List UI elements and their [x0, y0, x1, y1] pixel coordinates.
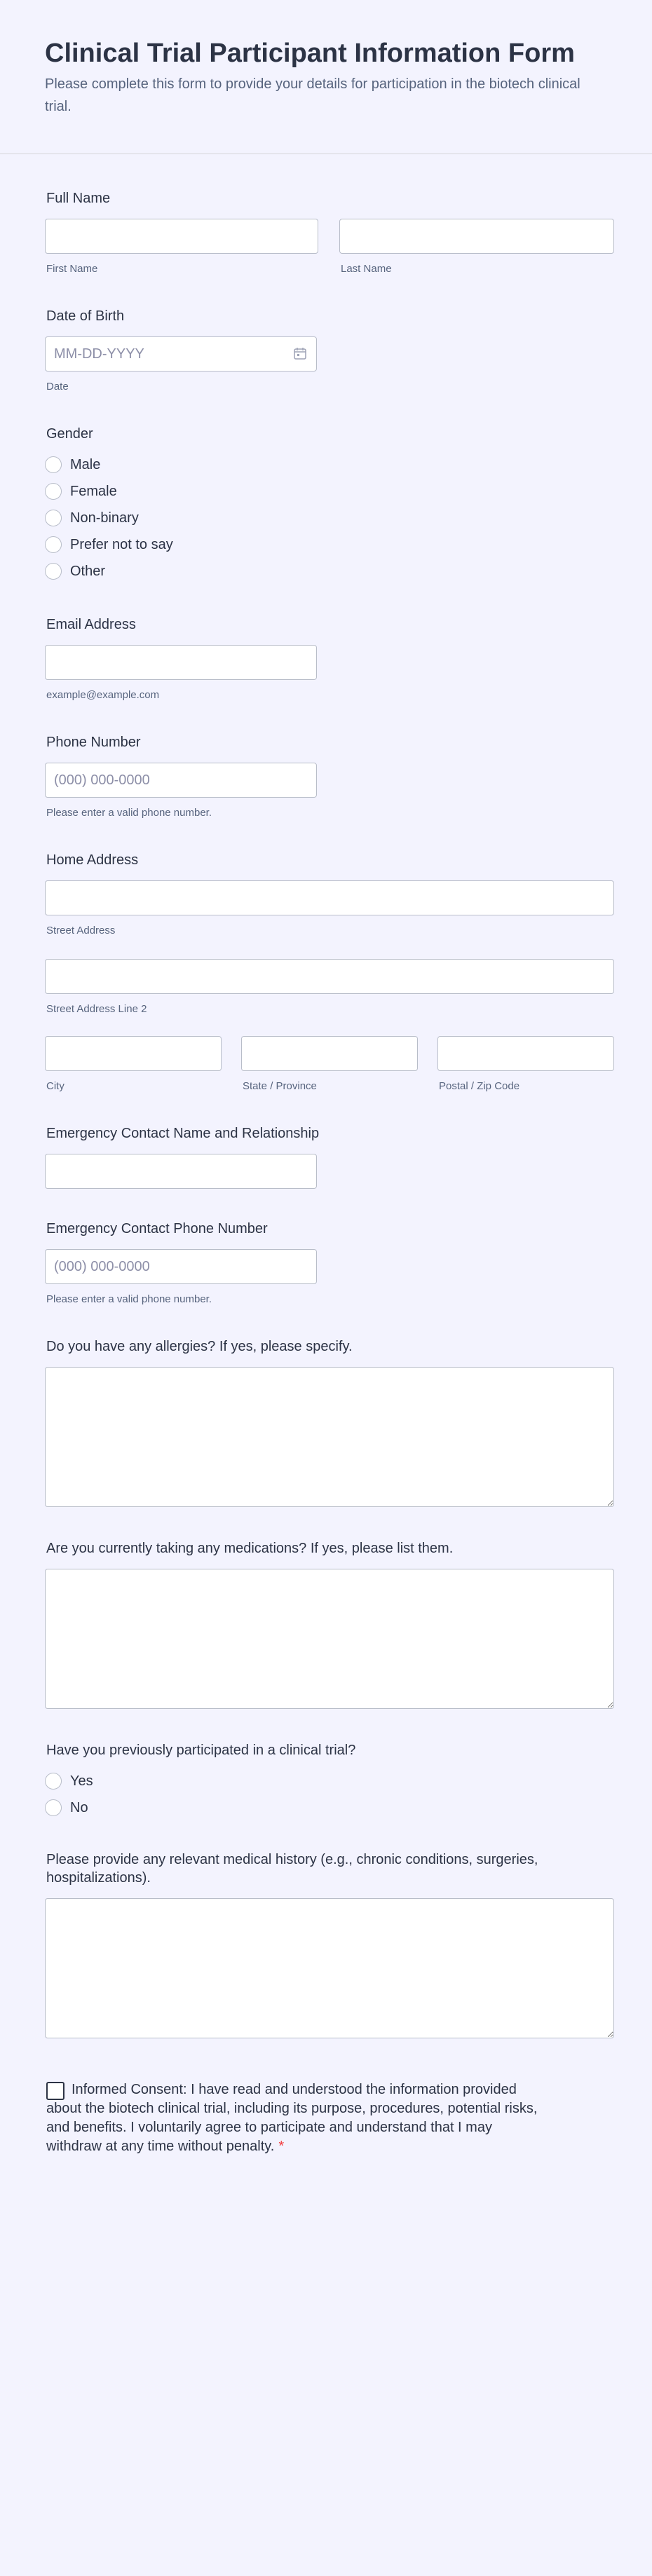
dob-label: Date of Birth [46, 308, 125, 324]
radio-label: Non-binary [70, 510, 139, 526]
zip-input[interactable] [437, 1036, 614, 1071]
consent-label: Informed Consent: I have read and understood the information provided about the biotech clinical trial, including its purpose, procedures, potential risks, and benefits. I voluntarily agree to participate and understand that I may withdraw at any time without penalty. [46, 2082, 538, 2154]
street-address-sublabel: Street Address [46, 925, 116, 936]
gender-option-other[interactable] [45, 561, 105, 582]
radio-label: Prefer not to say [70, 536, 173, 552]
gender-option-male[interactable] [45, 454, 100, 475]
first-name-input[interactable] [45, 219, 318, 254]
form-description: Please complete this form to provide your details for participation in the biotech clinical trial. [45, 76, 580, 114]
gender-option-prefer-not[interactable] [45, 534, 173, 555]
radio-label: Female [70, 483, 117, 499]
medications-label: Are you currently taking any medications? If yes, please list them. [46, 1541, 454, 1556]
radio-label: Other [70, 563, 106, 579]
zip-sublabel: Postal / Zip Code [439, 1080, 520, 1092]
prior-trial-option-no[interactable] [45, 1797, 88, 1818]
allergies-textarea[interactable] [45, 1367, 614, 1507]
form-header [0, 0, 652, 154]
emergency-phone-sublabel: Please enter a valid phone number. [46, 1293, 212, 1305]
last-name-input[interactable] [339, 219, 614, 254]
consent-text [46, 2080, 551, 2156]
allergies-label: Do you have any allergies? If yes, please specify. [46, 1339, 353, 1354]
gender-option-non-binary[interactable] [45, 507, 139, 529]
gender-label: Gender [46, 426, 93, 442]
phone-sublabel: Please enter a valid phone number. [46, 807, 212, 819]
radio-circle[interactable] [45, 483, 62, 500]
required-mark: * [278, 2139, 285, 2154]
medical-history-textarea[interactable] [45, 1898, 614, 2038]
radio-circle[interactable] [45, 1773, 62, 1790]
emergency-name-label: Emergency Contact Name and Relationship [46, 1126, 320, 1141]
phone-label: Phone Number [46, 735, 141, 750]
form-title: Clinical Trial Participant Information Form [45, 39, 575, 68]
email-sublabel: example@example.com [46, 689, 160, 701]
phone-input[interactable] [45, 763, 317, 798]
email-label: Email Address [46, 617, 136, 632]
radio-circle[interactable] [45, 563, 62, 580]
radio-circle[interactable] [45, 510, 62, 526]
email-input[interactable] [45, 645, 317, 680]
dob-input[interactable] [45, 336, 317, 372]
radio-circle[interactable] [45, 1799, 62, 1816]
address-label: Home Address [46, 852, 139, 868]
radio-circle[interactable] [45, 536, 62, 553]
state-input[interactable] [241, 1036, 418, 1071]
medical-history-label: Please provide any relevant medical history (e.g., chronic conditions, surgeries, hospitalizations). [46, 1852, 538, 1886]
emergency-name-input[interactable] [45, 1154, 317, 1189]
dob-sublabel: Date [46, 381, 69, 393]
emergency-phone-input[interactable] [45, 1249, 317, 1284]
full-name-label: Full Name [46, 191, 111, 206]
radio-circle[interactable] [45, 456, 62, 473]
city-sublabel: City [46, 1080, 64, 1092]
radio-label: Yes [70, 1773, 93, 1789]
calendar-icon[interactable] [293, 346, 307, 360]
first-name-sublabel: First Name [46, 263, 98, 275]
street-address-2-sublabel: Street Address Line 2 [46, 1003, 147, 1015]
medications-textarea[interactable] [45, 1569, 614, 1709]
emergency-phone-label: Emergency Contact Phone Number [46, 1221, 268, 1236]
prior-trial-label: Have you previously participated in a clinical trial? [46, 1743, 356, 1758]
radio-label: No [70, 1799, 88, 1815]
prior-trial-option-yes[interactable] [45, 1771, 93, 1792]
street-address-input[interactable] [45, 880, 614, 915]
gender-option-female[interactable] [45, 481, 117, 502]
city-input[interactable] [45, 1036, 222, 1071]
street-address-2-input[interactable] [45, 959, 614, 994]
radio-label: Male [70, 456, 101, 472]
state-sublabel: State / Province [243, 1080, 317, 1092]
last-name-sublabel: Last Name [341, 263, 392, 275]
